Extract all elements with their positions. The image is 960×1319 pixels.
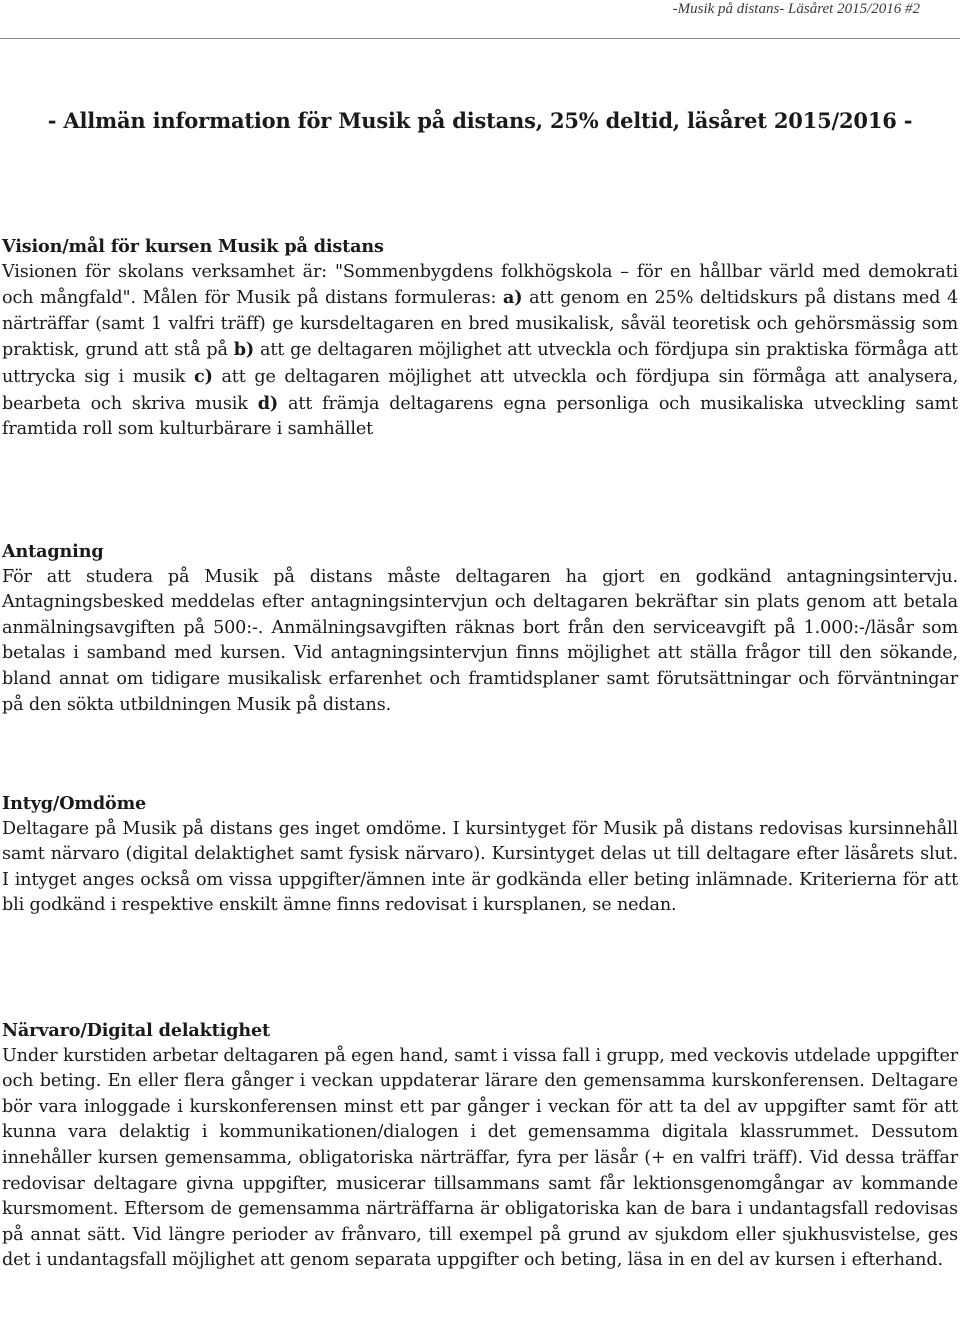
running-header-title: -Musik på distans- Läsåret 2015/2016 #2	[672, 1, 920, 17]
document-title: - Allmän information för Musik på distans, 25% deltid, läsåret 2015/2016 -	[47, 108, 913, 133]
vision-text-3: att ge deltagaren möjlighet att utveckla och fördjupa sin praktiska förmåga att uttrycka sig i musik	[2, 340, 958, 387]
vision-text-2: att genom en 25% deltidskurs på distans med 4 närträffar (samt 1 valfri träff) ge kursdeltagaren en bred musikalisk, såväl teoretisk och gehörsmässig som praktisk, grund att stå på	[2, 288, 958, 361]
section-intyg	[2, 791, 958, 919]
vision-label-c: c)	[194, 365, 213, 387]
vision-text-5: att främja deltagarens egna personliga och musikaliska utveckling samt framtida roll som kulturbärare i samhället	[2, 393, 958, 440]
vision-label-a: a)	[503, 287, 523, 309]
vision-label-b: b)	[233, 339, 255, 361]
section-heading-intyg: Intyg/Omdöme	[2, 793, 147, 814]
section-body-narvaro: Under kurstiden arbetar deltagaren på egen hand, samt i vissa fall i grupp, med veckovis utdelade uppgifter och beting. En eller flera gånger i veckan uppdaterar lärare den gemensamma kurskonferensen. Deltagare bör vara inloggade i kurskonferensen minst ett par gånger i veckan för att ta del av uppgifter samt för att kunna vara delaktig i kommunikationen/dialogen i det gemensamma digitala klassrummet. Dessutom innehåller kursen gemensamma, obligatoriska närträffar, fyra per läsår (+ en valfri träff). Vid dessa träffar redovisar deltagare givna uppgifter, musicerar tillsammans samt får lektionsgenomgångar av kommande kursmoment. Eftersom de gemensamma närträffarna är obligatoriska kan de bara i undantagsfall redovisas på annat sätt. Vid längre perioder av frånvaro, till exempel på grund av sjukdom eller sjukhusvistelse, ges det i undantagsfall möjlighet att genom separata uppgifter och beting, läsa in en del av kursen i efterhand.	[2, 1045, 958, 1271]
vision-text-1: Visionen för skolans verksamhet är: "Sommenbygdens folkhögskola – för en hållbar värld med demokrati och mångfald". Målen för Musik på distans formuleras:	[2, 261, 958, 309]
section-body-vision	[2, 260, 958, 443]
vision-text-4: att ge deltagaren möjlighet att utveckla och fördjupa sin förmåga att analysera, bearbeta och skriva musik	[2, 366, 959, 414]
section-body-antagning: För att studera på Musik på distans måste deltagaren ha gjort en godkänd antagningsintervju. Antagningsbesked meddelas efter antagningsintervjun och deltagaren bekräftar sin plats genom att betala anmälningsavgiften på 500:-. Anmälningsavgiften räknas bort från den serviceavgift på 1.000:-/läsår som betalas i samband med kursen. Vid antagningsintervjun finns möjlighet att ställa frågor till den sökande, bland annat om tidigare musikalisk erfarenhet och framtidsplaner samt förutsättningar och förväntningar på den sökta utbildningen Musik på distans.	[2, 566, 958, 715]
section-heading-vision: Vision/mål för kursen Musik på distans	[2, 236, 384, 257]
vision-label-d: d)	[257, 392, 279, 414]
section-narvaro	[2, 1018, 958, 1274]
section-vision	[2, 234, 958, 443]
section-body-intyg: Deltagare på Musik på distans ges inget omdöme. I kursintyget för Musik på distans redovisas kursinnehåll samt närvaro (digital delaktighet samt fysisk närvaro). Kursintyget delas ut till deltagare efter läsårets slut. I intyget anges också om vissa uppgifter/ämnen inte är godkända eller beting inlämnade. Kriterierna för att bli godkänd i respektive enskilt ämne finns redovisat i kursplanen, se nedan.	[2, 818, 958, 916]
section-heading-antagning: Antagning	[2, 541, 104, 562]
section-antagning	[2, 539, 958, 718]
section-heading-narvaro: Närvaro/Digital delaktighet	[2, 1020, 271, 1041]
page-header	[0, 0, 960, 39]
